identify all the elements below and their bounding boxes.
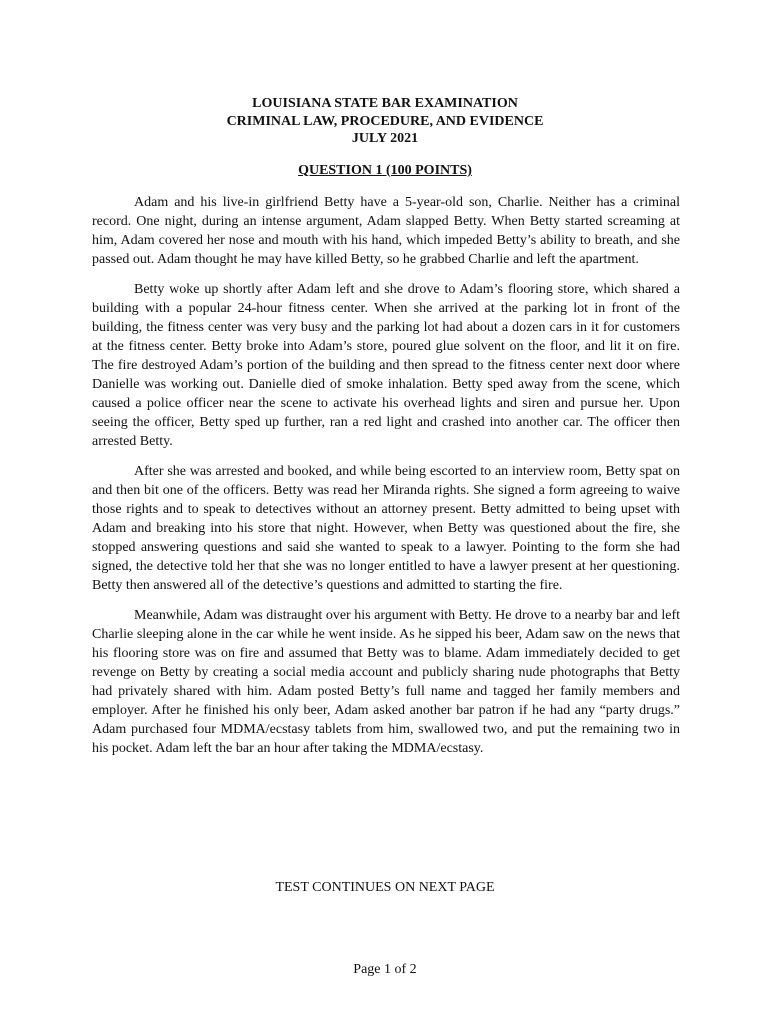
continues-notice: TEST CONTINUES ON NEXT PAGE — [275, 880, 495, 895]
exam-subject: CRIMINAL LAW, PROCEDURE, AND EVIDENCE — [226, 113, 544, 129]
exam-header — [0, 95, 770, 148]
question-body — [92, 193, 680, 769]
page-number: Page 1 of 2 — [353, 962, 417, 977]
paragraph-1: Adam and his live-in girlfriend Betty have a 5-year-old son, Charlie. Neither has a criminal record. One night, during an intense argument, Adam slapped Betty. When Betty started screaming at him, Adam covered her nose and mouth with his hand, which impeded Betty’s ability to breath, and she passed out. Adam thought he may have killed Betty, so he grabbed Charlie and left the apartment. — [92, 195, 680, 267]
exam-date: JULY 2021 — [351, 131, 419, 146]
paragraph-4: Meanwhile, Adam was distraught over his argument with Betty. He drove to a nearby bar and left Charlie sleeping alone in the car while he went inside. As he sipped his beer, Adam saw on the news that his flooring store was on fire and assumed that Betty was to blame. Adam immediately decided to get revenge on Betty by creating a social media account and publicly sharing nude photographs that Betty had privately shared with him. Adam posted Betty’s full name and tagged her family members and employer. After he finished his only beer, Adam asked another bar patron if he had any “party drugs.” Adam purchased four MDMA/ecstasy tablets from him, swallowed two, and put the remaining two in his pocket. Adam left the bar an hour after taking the MDMA/ecstasy. — [92, 608, 680, 756]
paragraph-2: Betty woke up shortly after Adam left and she drove to Adam’s flooring store, which shared a building with a popular 24-hour fitness center. When she arrived at the parking lot in front of the building, the fitness center was very busy and the parking lot had about a dozen cars in it for customers at the fitness center. Betty broke into Adam’s store, poured glue solvent on the floor, and lit it on fire. The fire destroyed Adam’s portion of the building and then spread to the fitness center next door where Danielle was working out. Danielle died of smoke inhalation. Betty sped away from the scene, which caused a police officer near the scene to activate his overhead lights and siren and pursue her. Upon seeing the officer, Betty sped up further, ran a red light and crashed into another car. The officer then arrested Betty. — [92, 282, 680, 449]
exam-title: LOUISIANA STATE BAR EXAMINATION — [252, 96, 518, 111]
question-title: QUESTION 1 (100 POINTS) — [298, 163, 472, 178]
paragraph-3: After she was arrested and booked, and while being escorted to an interview room, Betty spat on and then bit one of the officers. Betty was read her Miranda rights. She signed a form agreeing to waive those rights and to speak to detectives without an attorney present. Betty admitted to being upset with Adam and breaking into his store that night. However, when Betty was questioned about the fire, she stopped answering questions and said she wanted to speak to a lawyer. Pointing to the form she had signed, the detective told her that she was no longer entitled to have a lawyer present at her questioning. Betty then answered all of the detective’s questions and admitted to starting the fire. — [92, 464, 680, 593]
